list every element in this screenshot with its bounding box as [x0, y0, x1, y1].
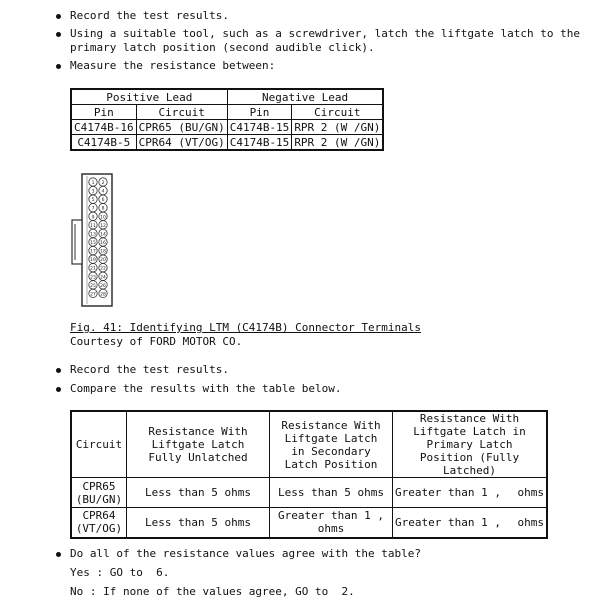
- connector-pin-number: 28: [100, 292, 106, 298]
- circuit-header: Circuit: [292, 105, 384, 120]
- table-cell: [393, 508, 548, 538]
- connector-diagram: [64, 170, 124, 310]
- table-cell: RPR 2 (W /GN): [292, 120, 384, 135]
- table-cell: C4174B-5: [71, 135, 136, 151]
- resistance-value: Greater than 1 ,: [278, 509, 384, 523]
- bullet-dot: [56, 64, 61, 69]
- bullet-dot: [56, 552, 61, 557]
- bullet-dot: [56, 32, 61, 37]
- circuit-header: Circuit: [136, 105, 227, 120]
- table-row: [71, 135, 383, 151]
- resistance-value: Greater than 1 ,: [395, 486, 501, 499]
- table-subheader-row: [71, 105, 383, 120]
- circuit-column-header: Circuit: [71, 411, 127, 478]
- resistance-unit: ohms: [517, 486, 544, 499]
- connector-pin-number: 5: [91, 198, 95, 204]
- table-cell: C4174B-16: [71, 120, 136, 135]
- figure-courtesy: Courtesy of FORD MOTOR CO.: [70, 335, 243, 348]
- connector-latch: [72, 220, 82, 264]
- secondary-column-header: Resistance With Liftgate Latch in Secondary Latch Position: [270, 411, 393, 478]
- connector-pin-number: 10: [100, 215, 106, 221]
- connector-pin-number: 16: [100, 241, 106, 246]
- circuit-name: CPR65: [82, 479, 116, 493]
- bullet-dot: [56, 387, 61, 392]
- connector-pin-number: 20: [100, 258, 106, 264]
- circuit-name: CPR64: [82, 509, 116, 523]
- bullet-dot: [56, 368, 61, 373]
- connector-pin-number: 24: [100, 275, 106, 281]
- table-row: [71, 508, 547, 538]
- connector-pin-number: 1: [91, 181, 95, 186]
- connector-pin-number: 23: [90, 275, 96, 281]
- connector-pin-number: 11: [90, 223, 96, 229]
- table-header-row: [71, 89, 383, 105]
- bullet-dot: [56, 14, 61, 19]
- negative-lead-header: Negative Lead: [227, 89, 383, 105]
- resistance-table: [70, 410, 548, 539]
- positive-lead-header: Positive Lead: [71, 89, 227, 105]
- connector-pin-number: 22: [100, 266, 106, 272]
- connector-pin-number: 27: [90, 292, 96, 298]
- connector-pin-number: 14: [100, 232, 106, 238]
- connector-pin-number: 3: [91, 189, 95, 195]
- resistance-unit: ohms: [517, 515, 544, 529]
- instruction-text: Measure the resistance between:: [70, 59, 276, 72]
- question-text: Do all of the resistance values agree with the table?: [70, 547, 421, 560]
- figure-caption: Fig. 41: Identifying LTM (C4174B) Connector Terminals: [70, 321, 421, 334]
- table-cell: [393, 478, 548, 508]
- instruction-text: Record the test results.: [70, 9, 229, 22]
- instruction-text: Record the test results.: [70, 363, 229, 376]
- answer-yes: Yes : GO to 6.: [70, 566, 170, 579]
- connector-pin-number: 18: [100, 249, 106, 255]
- circuit-cell: [71, 478, 127, 508]
- table-cell: Less than 5 ohms: [127, 478, 270, 508]
- table-cell: C4174B-15: [227, 120, 292, 135]
- table-cell: CPR65 (BU/GN): [136, 120, 227, 135]
- unlatched-column-header: Resistance With Liftgate Latch Fully Unlatched: [127, 411, 270, 478]
- connector-pin-number: 13: [90, 232, 96, 238]
- connector-pin-number: 25: [90, 283, 96, 289]
- pin-header: Pin: [71, 105, 136, 120]
- connector-pin-number: 12: [100, 223, 106, 229]
- answer-no: No : If none of the values agree, GO to 2.: [70, 585, 355, 598]
- lead-table: [70, 88, 384, 151]
- pin-header: Pin: [227, 105, 292, 120]
- connector-pin-number: 19: [90, 258, 96, 264]
- connector-pin-number: 4: [101, 189, 105, 195]
- table-cell: [270, 508, 393, 538]
- connector-pin-number: 17: [90, 249, 96, 255]
- primary-column-header: Resistance With Liftgate Latch in Primary Latch Position (Fully Latched): [393, 411, 548, 478]
- resistance-unit: ohms: [317, 522, 345, 536]
- connector-pin-number: 7: [91, 206, 95, 212]
- table-row: [71, 120, 383, 135]
- circuit-cell: [71, 508, 127, 538]
- circuit-color: (VT/OG): [75, 522, 123, 536]
- instruction-text: Using a suitable tool, such as a screwdriver, latch the liftgate latch to the: [70, 27, 580, 40]
- connector-pin-number: 8: [101, 206, 105, 212]
- connector-pin-number: 2: [101, 181, 105, 186]
- table-header-row: [71, 411, 547, 478]
- instruction-text: Compare the results with the table below.: [70, 382, 342, 395]
- connector-pin-number: 21: [90, 266, 96, 272]
- connector-pin-number: 6: [101, 198, 105, 204]
- table-cell: Less than 5 ohms: [270, 478, 393, 508]
- connector-pin-number: 15: [90, 241, 96, 246]
- circuit-color: (BU/GN): [75, 492, 123, 506]
- instruction-continuation: primary latch position (second audible click).: [70, 41, 375, 54]
- table-cell: RPR 2 (W /GN): [292, 135, 384, 151]
- connector-pin-number: 9: [91, 215, 95, 221]
- resistance-value: Greater than 1 ,: [395, 515, 501, 529]
- connector-pin-number: 26: [100, 283, 106, 289]
- table-cell: C4174B-15: [227, 135, 292, 151]
- table-row: [71, 478, 547, 508]
- table-cell: Less than 5 ohms: [127, 508, 270, 538]
- table-cell: CPR64 (VT/OG): [136, 135, 227, 151]
